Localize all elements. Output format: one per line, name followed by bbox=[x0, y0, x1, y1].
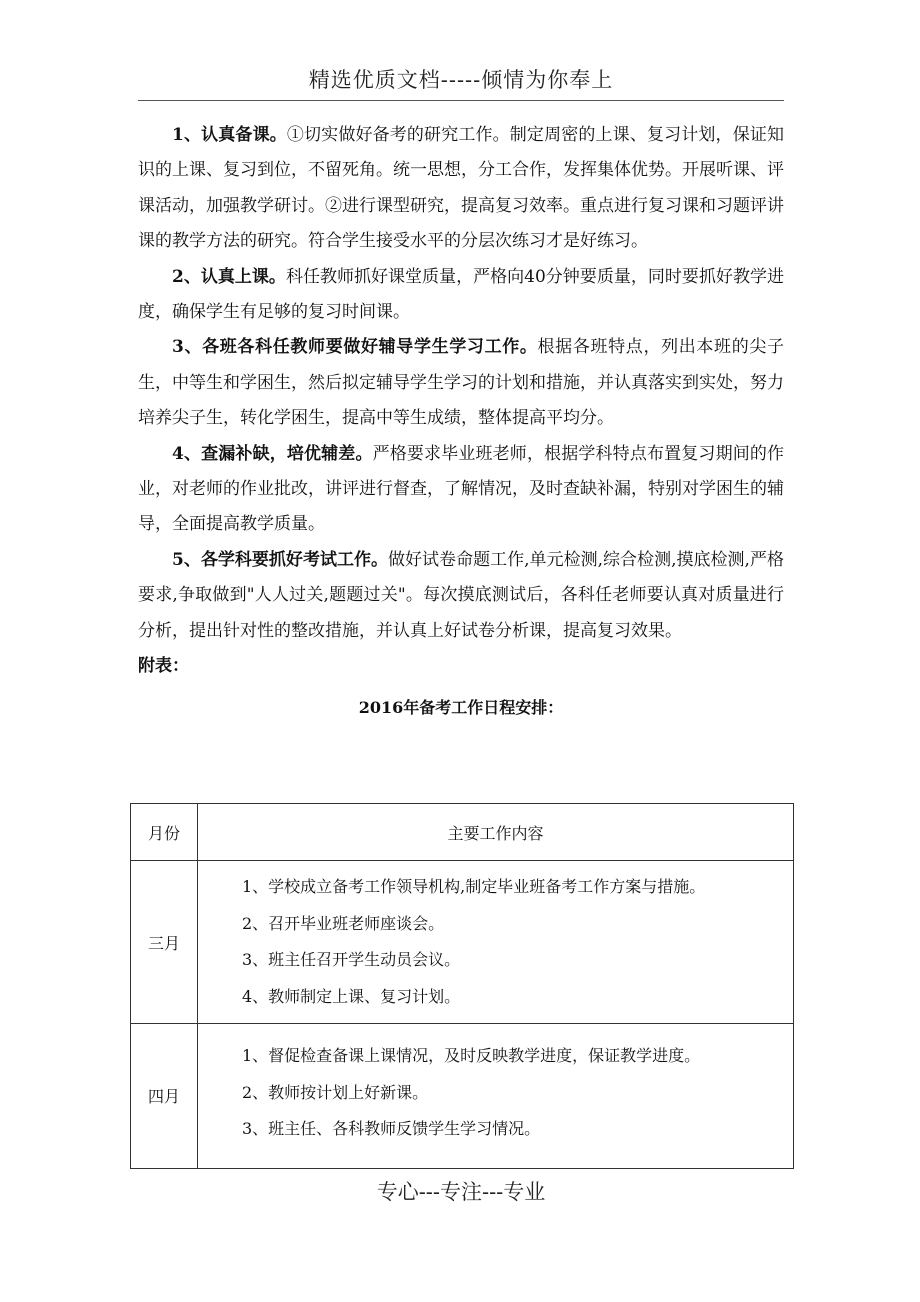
row-month: 三月 bbox=[131, 861, 198, 1024]
list-item: 3、班主任召开学生动员会议。 bbox=[242, 950, 461, 969]
paragraph-2 bbox=[138, 260, 784, 331]
table-title: 2016年备考工作日程安排： bbox=[358, 697, 564, 717]
schedule-table bbox=[130, 803, 794, 1169]
header-divider bbox=[138, 100, 784, 101]
row-month: 四月 bbox=[131, 1024, 198, 1169]
table-row bbox=[131, 1024, 794, 1169]
paragraph-1 bbox=[138, 118, 784, 260]
paragraph-5 bbox=[138, 543, 784, 649]
list-item: 2、教师按计划上好新课。 bbox=[242, 1082, 429, 1102]
table-header-row bbox=[131, 804, 794, 861]
appendix-label: 附表： bbox=[138, 656, 189, 677]
header-content: 主要工作内容 bbox=[198, 804, 794, 861]
paragraph-lead: 1、认真备课。 bbox=[172, 125, 287, 145]
list-item: 2、召开毕业班老师座谈会。 bbox=[242, 913, 445, 933]
list-item: 4、教师制定上课、复习计划。 bbox=[242, 986, 461, 1006]
paragraph-lead: 3、各班各科任教师要做好辅导学生学习工作。 bbox=[172, 337, 538, 358]
paragraph-lead: 4、查漏补缺，培优辅差。 bbox=[172, 443, 373, 464]
page-footer: 专心---专注---专业 bbox=[376, 1180, 546, 1204]
page-header: 精选优质文档-----倾情为你奉上 bbox=[308, 68, 614, 92]
list-item: 1、督促检查备课上课情况，及时反映教学进度，保证教学进度。 bbox=[242, 1046, 701, 1065]
table-row bbox=[131, 861, 794, 1024]
paragraph-text: 严格要求毕业班老师，根据学科特点布置复习期间的作业，对老师的作业批改，讲评进行督查，了解情况，及时查缺补漏，特别对学困生的辅导，全面提高教学质量。 bbox=[138, 443, 785, 535]
paragraph-4 bbox=[138, 437, 784, 543]
list-item: 1、学校成立备考工作领导机构,制定毕业班备考工作方案与措施。 bbox=[242, 877, 706, 896]
paragraph-lead: 5、各学科要抓好考试工作。 bbox=[172, 549, 389, 570]
header-month: 月份 bbox=[131, 804, 198, 861]
row-content bbox=[198, 861, 794, 1024]
paragraph-text: ①切实做好备考的研究工作。制定周密的上课、复习计划，保证知识的上课、复习到位，不留死角。统一思想，分工合作，发挥集体优势。开展听课、评课活动，加强教学研讨。②进行课型研究，提高复习效率。重点进行复习课和习题评讲课的教学方法的研究。符合学生接受水平的分层次练习才是好练习。 bbox=[138, 125, 784, 252]
paragraph-lead: 2、认真上课。 bbox=[172, 266, 286, 287]
list-item: 3、班主任、各科教师反馈学生学习情况。 bbox=[242, 1119, 541, 1138]
paragraph-text: 根据各班特点，列出本班的尖子生，中等生和学困生，然后拟定辅导学生学习的计划和措施，并认真落实到实处，努力培养尖子生，转化学困生，提高中等生成绩，整体提高平均分。 bbox=[138, 337, 785, 429]
paragraph-3 bbox=[138, 330, 784, 436]
paragraph-text: 科任教师抓好课堂质量，严格向40分钟要质量，同时要抓好教学进度，确保学生有足够的复习时间课。 bbox=[138, 266, 784, 323]
row-content bbox=[198, 1024, 794, 1169]
paragraph-text: 做好试卷命题工作,单元检测,综合检测,摸底检测,严格要求,争取做到"人人过关,题题过关"。每次摸底测试后，各科任老师要认真对质量进行分析，提出针对性的整改措施，并认真上好试卷分析课，提高复习效果。 bbox=[138, 549, 784, 641]
document-body bbox=[138, 118, 784, 725]
